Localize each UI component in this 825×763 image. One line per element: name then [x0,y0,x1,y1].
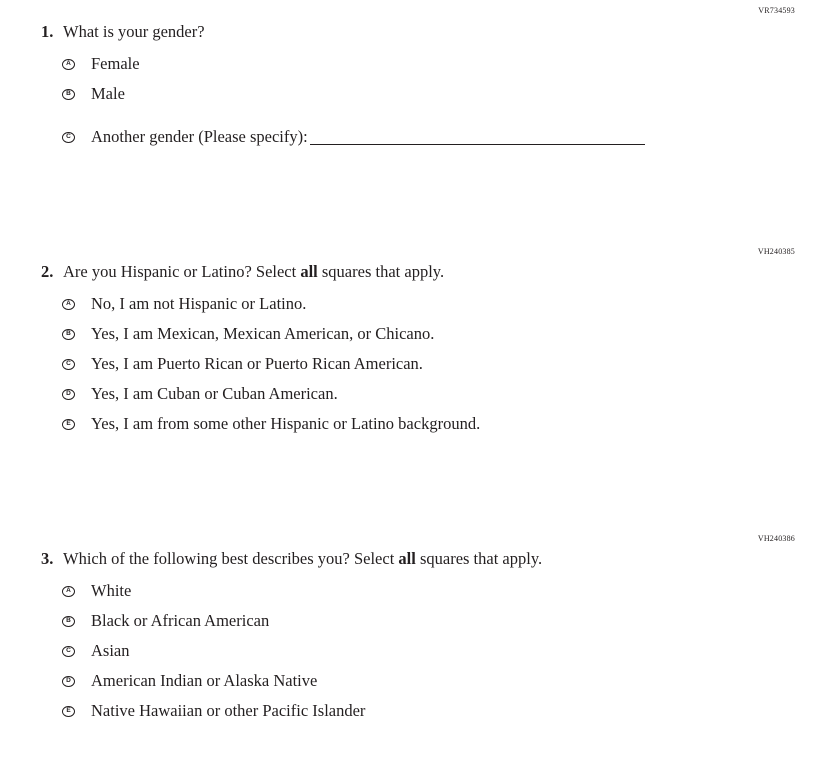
question-text-pre: Which of the following best describes you? Select [63,549,399,568]
question-text-post: squares that apply. [415,549,543,568]
question-text [63,549,542,568]
item-code-q3: VH240386 [757,534,795,543]
question-text-bold: all [398,549,416,568]
radio-bubble-icon[interactable]: A [62,59,75,70]
item-code-q2: VH240385 [757,247,795,256]
checkbox-bubble-icon[interactable]: D [62,676,75,687]
checkbox-bubble-icon[interactable]: B [62,616,75,627]
checkbox-bubble-icon[interactable]: B [62,329,75,340]
q2-option-e[interactable] [62,414,480,434]
question-number: 2. [41,262,54,281]
option-label: Black or African American [91,611,270,630]
question-text-pre: Are you Hispanic or Latino? Select [63,262,301,281]
option-label: Yes, I am from some other Hispanic or Latino background. [91,414,481,433]
q1-option-male[interactable] [62,84,125,104]
q2-option-d[interactable] [62,384,338,404]
q3-option-a[interactable] [62,581,131,601]
option-label: Asian [91,641,130,660]
option-label: Native Hawaiian or other Pacific Islander [91,701,366,720]
radio-bubble-icon[interactable]: B [62,89,75,100]
q3-option-b[interactable] [62,611,269,631]
item-code-q1: VR734593 [758,6,795,15]
question-text [63,262,444,281]
radio-bubble-icon[interactable]: C [62,132,75,143]
question-text: What is your gender? [63,22,205,41]
option-label: Female [91,54,140,73]
checkbox-bubble-icon[interactable]: A [62,586,75,597]
q3-option-c[interactable] [62,641,130,661]
question-text-post: squares that apply. [317,262,445,281]
option-label: No, I am not Hispanic or Latino. [91,294,307,313]
option-label: Male [91,84,125,103]
q1-option-female[interactable] [62,54,140,74]
question-number: 3. [41,549,54,568]
q2-option-a[interactable] [62,294,306,314]
option-label: Yes, I am Mexican, Mexican American, or Chicano. [91,324,435,343]
checkbox-bubble-icon[interactable]: A [62,299,75,310]
checkbox-bubble-icon[interactable]: D [62,389,75,400]
question-3 [41,549,542,569]
question-1 [41,22,205,42]
q2-option-c[interactable] [62,354,423,374]
q2-option-b[interactable] [62,324,434,344]
checkbox-bubble-icon[interactable]: C [62,359,75,370]
specify-text-field[interactable] [310,130,645,145]
question-number: 1. [41,22,54,41]
q3-option-d[interactable] [62,671,317,691]
question-2 [41,262,444,282]
option-label: Yes, I am Puerto Rican or Puerto Rican American. [91,354,423,373]
q1-option-another-gender[interactable] [62,127,645,147]
option-label: White [91,581,132,600]
option-label: Yes, I am Cuban or Cuban American. [91,384,338,403]
question-text-bold: all [300,262,318,281]
checkbox-bubble-icon[interactable]: C [62,646,75,657]
q3-option-e[interactable] [62,701,365,721]
checkbox-bubble-icon[interactable]: E [62,706,75,717]
option-label: Another gender (Please specify): [91,127,308,146]
option-label: American Indian or Alaska Native [91,671,318,690]
checkbox-bubble-icon[interactable]: E [62,419,75,430]
